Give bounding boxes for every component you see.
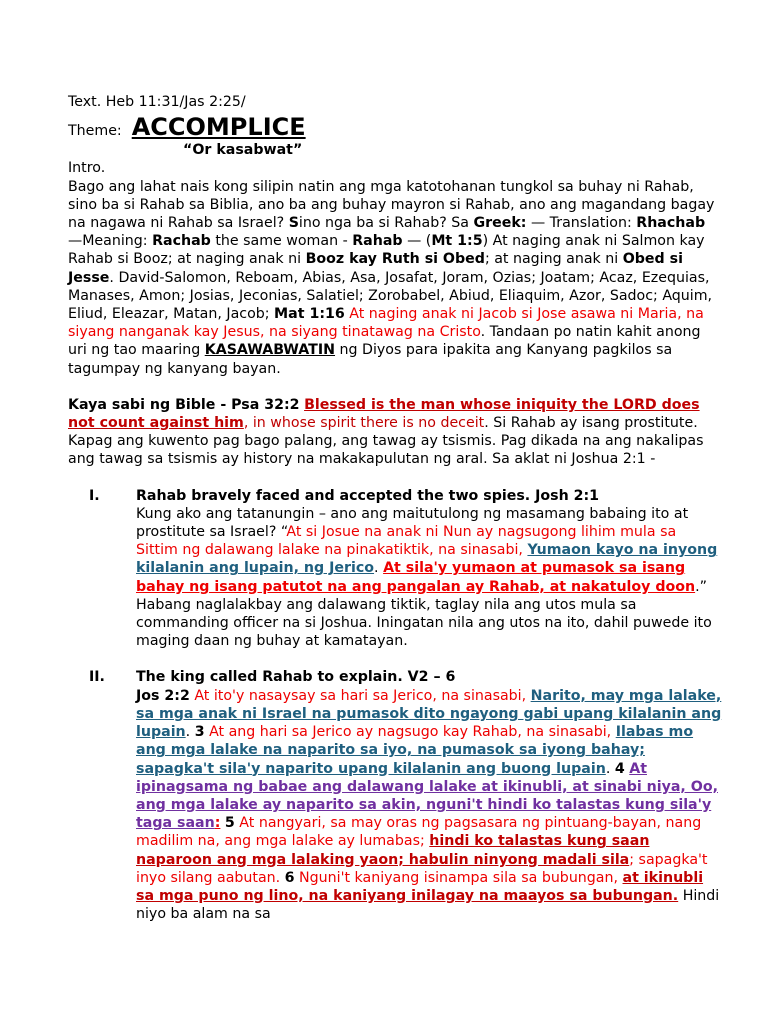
verse-6-hiding: at ikinubli sa mga puno ng lino, na kaniyang inilagay na maayos sa bubungan. [136, 869, 704, 904]
intro-bold-s: S [288, 215, 299, 232]
section-2-number: II. [89, 669, 105, 686]
theme-title: ACCOMPLICE [131, 113, 306, 142]
intro-text: —Meaning: [68, 233, 153, 250]
greek-label: Greek: [473, 215, 527, 232]
josh-2-1-rahab-house: At sila'y yumaon at pumasok sa isang bahay ng isang patutot na ang pangalan ay Rahab, at nakatuloy doon [136, 560, 696, 595]
section-1-text: Kung ako ang tatanungin – ano ang maitutulong ng masamang babaing ito at prostitute sa Israel? “ [136, 505, 689, 541]
verse-2-narration: At ito'y nasaysay sa hari sa Jerico, na sinasabi, [189, 687, 531, 704]
verse-5-number: 5 [224, 815, 235, 832]
kasawabwatin-term: KASAWABWATIN [204, 342, 336, 359]
verse-5-rest: ; sapagka't inyo silang aabutan. [136, 851, 708, 886]
psalm-paragraph [68, 396, 722, 469]
intro-text: ng Diyos para ipakita ang Kanyang pagkilos sa tagumpay ng kanyang bayan. [68, 342, 673, 377]
section-2-body [136, 668, 722, 923]
section-1-body [136, 487, 722, 651]
josh-2-1-command: Yumaon kayo na inyong kilalanin ang lupain, ng Jerico [136, 542, 718, 577]
section-1-number: I. [89, 487, 100, 504]
intro-text: — ( [402, 233, 432, 250]
intro-paragraph [68, 178, 722, 378]
obed-jesse: Obed si Jesse [68, 251, 683, 286]
josh-2-1-verse: At si Josue na anak ni Nun ay nagsugong lihim mula sa Sittim ng dalawang lalake na pinakatiktik, na sinasabi, [136, 524, 677, 559]
intro-text: — Translation: [526, 215, 637, 232]
rhachab-term: Rhachab [636, 215, 706, 232]
verse-5-narration: At nangyari, sa may oras ng pagsasara ng pintuang-bayan, nang madilim na, ang mga lalake ay lumabas; [136, 815, 702, 850]
theme-label: Theme: [68, 123, 122, 140]
intro-text: ino nga ba si Rahab? Sa [298, 215, 474, 232]
verse-4-number: 4 [614, 760, 625, 777]
paragraph-gap [68, 378, 722, 396]
verse-4-text: At ipinagsama ng babae ang dalawang lalake at ikinubli, at sinabi niya, Oo, ang mga lalake ay naparito sa akin, nguni't hindi ko talastas kung sila'y taga saan [136, 760, 718, 832]
verse-5-rahab-answer: hindi ko talastas kung saan naparoon ang mga lalaking yaon; habulin ninyong madali sila [136, 833, 650, 868]
verse-6-number: 6 [284, 869, 295, 886]
intro-text: the same woman - [210, 233, 353, 250]
section-2 [68, 668, 722, 923]
text-reference-line: Text. Heb 11:31/Jas 2:25/ [68, 94, 246, 110]
intro-text: Bago ang lahat nais kong silipin natin ang mga katotohanan tungkol sa buhay ni Rahab, sino ba si Rahab sa Biblia, ano ba ang buhay mayron si Rahab, ano ang magandang bagay na nagawa ni Rahab sa Israel? [68, 178, 715, 232]
section-2-heading: The king called Rahab to explain. V2 – 6 [136, 669, 456, 686]
section-1-text: .” Habang naglalakbay ang dalawang tiktik, taglay nila ang utos mula sa commanding officer na si Joshua. Iningatan nila ang utos na ito, dahil puwede ito maging daan ng buhay at kamatayan. [136, 578, 712, 650]
psalm-quote-rest: , in whose spirit there is no deceit [243, 415, 485, 432]
rachab-term: Rachab [152, 233, 211, 250]
intro-text: . David-Salomon, Reboam, Abias, Asa, Josafat, Joram, Ozias; Joatam; Acaz, Ezequias, Manases, Amon; Josias, Jeconias, Salatiel; Zorobabel, Abiud, Eliaquim, Azor, Sadoc; Aquim, Eliud, Eleazar, Matan, Jacob; [68, 269, 713, 323]
theme-line [68, 113, 722, 141]
intro-text: ; at naging anak ni [484, 251, 623, 268]
section-1 [68, 487, 722, 651]
intro-text: ) At naging anak ni Salmon kay Rahab si Booz; at naging anak ni [68, 233, 705, 268]
booz-ruth-obed: Booz kay Ruth si Obed [305, 251, 485, 268]
section-2-tail: Hindi niyo ba alam na sa [136, 887, 720, 923]
intro-text: . Tandaan po natin kahit anong uri ng tao maaring [68, 324, 701, 359]
section-2-text: . [605, 760, 615, 777]
mat-1-16-verse: At naging anak ni Jacob si Jose asawa ni Maria, na siyang nanganak kay Jesus, na siyang tinatawag na Cristo [68, 306, 704, 341]
verse-6-narration: Nguni't kaniyang isinampa sila sa bubungan, [294, 869, 623, 886]
mat-1-16-ref: Mat 1:16 [274, 306, 345, 323]
psalm-ref: Kaya sabi ng Bible - Psa 32:2 [68, 396, 300, 413]
mt-1-5-ref: Mt 1:5 [431, 233, 483, 250]
section-2-paragraph [136, 687, 722, 924]
verse-3-narration: At ang hari sa Jerico ay nagsugo kay Rahab, na sinasabi, [204, 724, 616, 741]
verse-2-report: Narito, may mga lalake, sa mga anak ni Israel na pumasok dito ngayong gabi upang kilalanin ang lupain [136, 687, 722, 741]
section-1-paragraph [136, 505, 722, 651]
section-1-text: . [374, 560, 384, 577]
psalm-commentary: . Si Rahab ay isang prostitute. Kapag ang kuwento pag bago palang, ang tawag ay tsismis. Pag dikada na ang nakalipas ang tawag sa tsismis ay history na makakapulutan ng aral. Sa aklat ni Joshua 2:1 - [68, 415, 704, 468]
theme-subtitle: “Or kasabwat” [183, 142, 303, 159]
intro-label: Intro. [68, 160, 106, 177]
section-2-text: . [185, 724, 195, 741]
jos-2-2-ref: Jos 2:2 [136, 687, 190, 704]
verse-4-colon: : [214, 815, 221, 832]
section-1-heading: Rahab bravely faced and accepted the two spies. Josh 2:1 [136, 487, 600, 504]
verse-3-command: Ilabas mo ang mga lalake na naparito sa iyo, na pumasok sa iyong bahay; sapagka't sila'y naparito upang kilalanin ang buong lupain [136, 724, 694, 777]
verse-3-number: 3 [194, 724, 205, 741]
rahab-term: Rahab [352, 233, 403, 250]
psalm-quote-underlined: Blessed is the man whose iniquity the LORD does not count against him [68, 396, 700, 432]
